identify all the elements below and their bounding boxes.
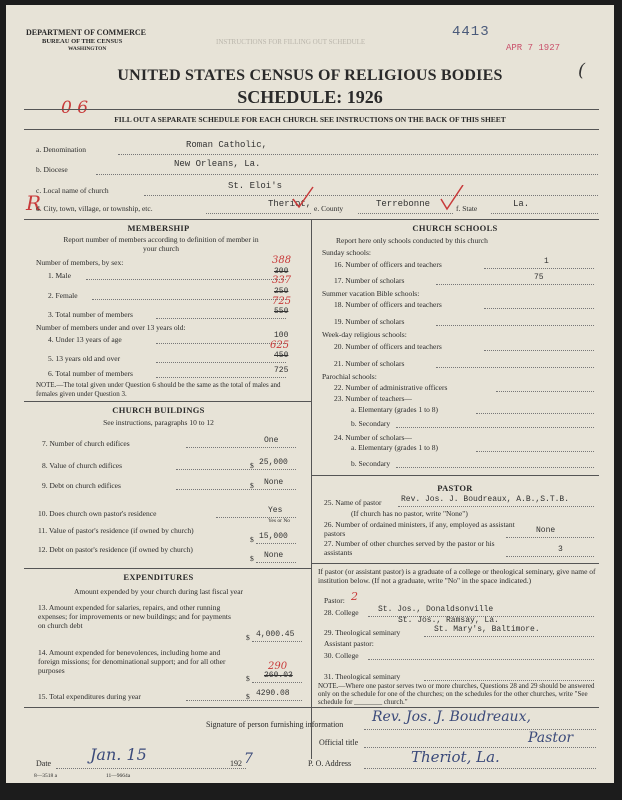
q16-value: 1: [544, 257, 549, 266]
q26-value: None: [536, 526, 556, 535]
q3-typed: 550: [274, 307, 289, 316]
official-title-label: Official title: [319, 738, 359, 747]
q11-value: 15,000: [259, 532, 288, 541]
q21-label: 21. Number of scholars: [334, 359, 405, 368]
q10-note: Yes or No: [268, 518, 291, 524]
q5-hand: 625: [270, 340, 290, 351]
membership-heading: MEMBERSHIP: [127, 223, 190, 233]
q15-value: 4290.08: [256, 689, 290, 698]
q13-value: 4,000.45: [256, 630, 295, 639]
q9-label: 9. Debt on church edifices: [42, 481, 121, 490]
q20-label: 20. Number of officers and teachers: [334, 342, 442, 351]
date-label: Date: [36, 759, 52, 768]
margin-letter: R: [26, 191, 42, 215]
pastor-heading: PASTOR: [437, 483, 473, 493]
q15-label: 15. Total expenditures during year: [38, 692, 141, 701]
q12-value: None: [264, 551, 284, 560]
q10-value: Yes: [268, 506, 283, 515]
q23b-label: b. Secondary: [351, 419, 391, 428]
q2-label: 2. Female: [48, 291, 78, 300]
q17-label: 17. Number of scholars: [334, 276, 405, 285]
diocese-value: New Orleans, La.: [174, 159, 261, 169]
signature-value: Rev. Jos. J. Boudreaux,: [372, 709, 531, 725]
q29-label: 29. Theological seminary: [324, 628, 401, 637]
state-label: f. State: [456, 204, 478, 213]
year-prefix: 192: [230, 759, 242, 768]
pastor-note: NOTE.—Where one pastor serves two or more churches, Questions 28 and 29 should be answered only on the schedule for one of the churches; on the schedules for the other churches, write "See schedule for ________ church.": [318, 682, 595, 706]
bureau-city: WASHINGTON: [68, 46, 107, 52]
q24b-label: b. Secondary: [351, 459, 391, 468]
q13-label: 13. Amount expended for salaries, repairs, and other running expenses; for improvements or new buildings; and for payments on church debt: [38, 603, 231, 630]
schools-intro: Report here only schools conducted by this church: [336, 236, 488, 245]
q27-label: 27. Number of other churches served by the pastor or his assistants: [324, 539, 495, 557]
q16-label: 16. Number of officers and teachers: [334, 260, 442, 269]
stamp-number: 4413: [452, 24, 490, 40]
q17-value: 75: [534, 273, 544, 282]
parochial-schools-label: Parochial schools:: [322, 372, 377, 381]
q1-typed: 300: [274, 267, 289, 276]
po-address-value: Theriot, La.: [411, 748, 500, 766]
county-label: e. County: [314, 204, 344, 213]
q12-label: 12. Debt on pastor's residence (if owned by church): [38, 545, 193, 554]
q7-label: 7. Number of church edifices: [42, 439, 130, 448]
pastor-label: Pastor:: [324, 596, 345, 605]
q26-label: 26. Number of ordained ministers, if any, employed as assistant pastors: [324, 520, 515, 538]
state-value: La.: [513, 199, 530, 209]
sunday-schools-label: Sunday schools:: [322, 248, 371, 257]
q5-label: 5. 13 years old and over: [48, 354, 121, 363]
q18-label: 18. Number of officers and teachers: [334, 300, 442, 309]
official-title-value: Pastor: [528, 730, 574, 746]
q31-label: 31. Theological seminary: [324, 672, 401, 681]
q6-label: 6. Total number of members: [48, 369, 133, 378]
q23-label: 23. Number of teachers—: [334, 394, 412, 403]
q28-label: 28. College: [324, 608, 359, 617]
buildings-sub: See instructions, paragraphs 10 to 12: [103, 418, 214, 427]
q19-label: 19. Number of scholars: [334, 317, 405, 326]
schools-heading: CHURCH SCHOOLS: [412, 223, 498, 233]
q14-typed: 260.03: [264, 671, 293, 680]
denomination-label: a. Denomination: [36, 145, 86, 154]
q27-value: 3: [558, 545, 563, 554]
q2-typed: 250: [274, 287, 289, 296]
q22-label: 22. Number of administrative officers: [334, 383, 448, 392]
q29-value: St. Mary's, Baltimore.: [434, 625, 540, 634]
q3-hand: 725: [272, 296, 292, 307]
college-note: If pastor (or assistant pastor) is a graduate of a college or theological seminary, give name of institution below. (If not a graduate, write "No" in the space indicated.): [318, 567, 596, 585]
check-marks-icon: [291, 185, 491, 215]
q28-value: St. Jos., Donaldsonville: [378, 605, 494, 614]
expenditures-heading: EXPENDITURES: [123, 572, 194, 582]
form-instruction: FILL OUT A SEPARATE SCHEDULE FOR EACH CHURCH. SEE INSTRUCTIONS ON THE BACK OF THIS SHEET: [114, 115, 506, 124]
q3-label: 3. Total number of members: [48, 310, 133, 319]
form-title: UNITED STATES CENSUS OF RELIGIOUS BODIES: [117, 67, 503, 84]
buildings-heading: CHURCH BUILDINGS: [112, 405, 205, 415]
q10-label: 10. Does church own pastor's residence: [38, 509, 157, 518]
members-by-age-label: Number of members under and over 13 years old:: [36, 323, 186, 332]
q9-value: None: [264, 478, 284, 487]
q28b-value: St. Jos., Ramsay, La.: [398, 616, 499, 625]
county-value: Terrebonne: [376, 199, 431, 209]
q30-label: 30. College: [324, 651, 359, 660]
q7-value: One: [264, 436, 279, 445]
faint-heading: INSTRUCTIONS FOR FILLING OUT SCHEDULE: [216, 38, 366, 46]
print-number: 11—9664a: [106, 773, 131, 779]
q11-label: 11. Value of pastor's residence (if owned by church): [38, 526, 194, 535]
signature-label: Signature of person furnishing information: [206, 720, 344, 729]
bureau-name: BUREAU OF THE CENSUS: [42, 38, 123, 45]
q8-value: 25,000: [259, 458, 288, 467]
q24a-label: a. Elementary (grades 1 to 8): [351, 443, 439, 452]
q25-note: (If church has no pastor, write "None"): [351, 509, 468, 518]
q24-label: 24. Number of scholars—: [334, 433, 412, 442]
members-by-sex-label: Number of members, by sex:: [36, 258, 124, 267]
local-name-value: St. Eloi's: [228, 181, 283, 191]
q25-value: Rev. Jos. J. Boudreaux, A.B.,S.T.B.: [401, 495, 570, 504]
form-number: 8—3518 a: [34, 773, 58, 779]
q25-label: 25. Name of pastor: [324, 498, 382, 507]
q2-hand: 337: [272, 275, 292, 286]
expenditures-sub: Amount expended by your church during last fiscal year: [73, 587, 244, 596]
department-name: DEPARTMENT OF COMMERCE: [26, 28, 147, 37]
q14-label: 14. Amount expended for benevolences, including home and foreign missions; for denominational support; and for all other purposes: [38, 648, 226, 675]
q14-hand: 290: [268, 661, 288, 672]
diocese-label: b. Diocese: [36, 165, 68, 174]
summer-schools-label: Summer vacation Bible schools:: [322, 289, 420, 298]
q8-label: 8. Value of church edifices: [42, 461, 123, 470]
margin-number: 0 6: [61, 98, 89, 118]
weekday-schools-label: Week-day religious schools:: [322, 330, 407, 339]
denomination-value: Roman Catholic,: [186, 140, 268, 150]
q4-typed: 100: [274, 331, 289, 340]
year-suffix: 7: [244, 751, 253, 767]
received-date-stamp: APR 7 1927: [506, 43, 561, 53]
q4-label: 4. Under 13 years of age: [48, 335, 122, 344]
q1-hand: 388: [272, 255, 292, 266]
q6-typed: 725: [274, 366, 289, 375]
schedule-title: SCHEDULE: 1926: [237, 87, 383, 107]
q23a-label: a. Elementary (grades 1 to 8): [351, 405, 439, 414]
census-schedule-form: DEPARTMENT OF COMMERCE BUREAU OF THE CENSUS WASHINGTON INSTRUCTIONS FOR FILLING OUT SCHEDULE 4413 APR 7 1927 ( UNITED STATES CENSUS OF RELIGIOUS BODIES SCHEDULE: 1926 0 6 FILL OUT A SEPARATE SCHEDULE FOR EACH CHURCH. SEE INSTRUCTIONS ON THE BACK OF THIS SHEET a. Denomination Roman Catholic, b. Diocese New Orleans, La. c. Local name of church St. Eloi's R d. City, town, village, or township, etc. Theriot, e. County Terrebonne f. State La. MEMBERSHIP Report number of members according to definition of member in your church Number of members, by sex: 1. Male 300 388 2. Female 250 337 3. Total number of members 550 725 Number of members under and over 13 years old: 4. Under 13 years of age 100 5. 13 years old and over 450 625 6. Total number of members 725 NOTE.—The total given under Question 6 should be the same as the total of males and females given under Question 3. CHURCH BUILDINGS See instructions, paragraphs 10 to 12 7. Number of church edifices One 8. Value of church edifices $ 25,000 9. Debt on church edifices $ None 10. Does church own pastor's residence Yes Yes or No 11. Value of pastor's residence (if owned by church) $ 15,000 12. Debt on pastor's residence (if owned by church) $ None EXPENDITURES Amount expended by your church during last fiscal year 13. Amount expended for salaries, repairs, and other running expenses; for improvements or new buildings; and for payments on church debt $ 4,000.45 14. Amount expended for benevolences, including home and foreign missions; for denominational support; and for all other purposes 290 $ 260.03 15. Total expenditures during year $ 4290.08 CHURCH SCHOOLS Report here only schools conducted by this church Sunday schools: 16. Number of officers and teachers 1 17. Number of scholars 75 Summer vacation Bible schools: 18. Number of officers and teachers 19. Number of scholars Week-day religious schools: 20. Number of officers and teachers 21. Number of scholars Parochial schools: 22. Number of administrative officers 23. Number of teachers— a. Elementary (grades 1 to 8) b. Secondary 24. Number of scholars— a. Elementary (grades 1 to 8) b. Secondary PASTOR 25. Name of pastor Rev. Jos. J. Boudreaux, A.B.,S.T.B. (If church has no pastor, write "None") 26. Number of ordained ministers, if any, employed as assistant pastors None 27. Number of other churches served by the pastor or his assistants 3 If pastor (or assistant pastor) is a graduate of a college or theological seminary, give name of institution below. (If not a graduate, write "No" in the space indicated.) Pastor: 2 28. College St. Jos., Donaldsonville St. Jos., Ramsay, La. 29. Theological seminary St. Mary's, Baltimore. Assistant pastor: 30. College 31. Theological seminary NOTE.—Where one pastor serves two or more churches, Questions 28 and 29 should be answered only on the schedule for one of the churches; on the schedules for the other churches, write "See schedule for ________ church." Signature of person furnishing information Rev. Jos. J. Boudreaux, Official title Pastor Date Jan. 15 192 7 P. O. Address Theriot, La. 8—3518 a 11—9664a: [6, 5, 614, 783]
q5-typed: 450: [274, 351, 289, 360]
membership-note: NOTE.—The total given under Question 6 should be the same as the total of males and females given under Question 3.: [36, 381, 281, 398]
corner-mark: (: [578, 60, 586, 81]
date-value: Jan. 15: [90, 745, 147, 764]
city-value: Theriot,: [268, 199, 312, 209]
assistant-pastor-label: Assistant pastor:: [324, 639, 374, 648]
city-label: d. City, town, village, or township, etc.: [36, 204, 153, 213]
local-name-label: c. Local name of church: [36, 186, 109, 195]
po-address-label: P. O. Address: [308, 759, 352, 768]
membership-intro: Report number of members according to definition of member in your church: [63, 235, 259, 253]
pastor-hand-note: 2: [351, 590, 358, 603]
q1-label: 1. Male: [48, 271, 71, 280]
